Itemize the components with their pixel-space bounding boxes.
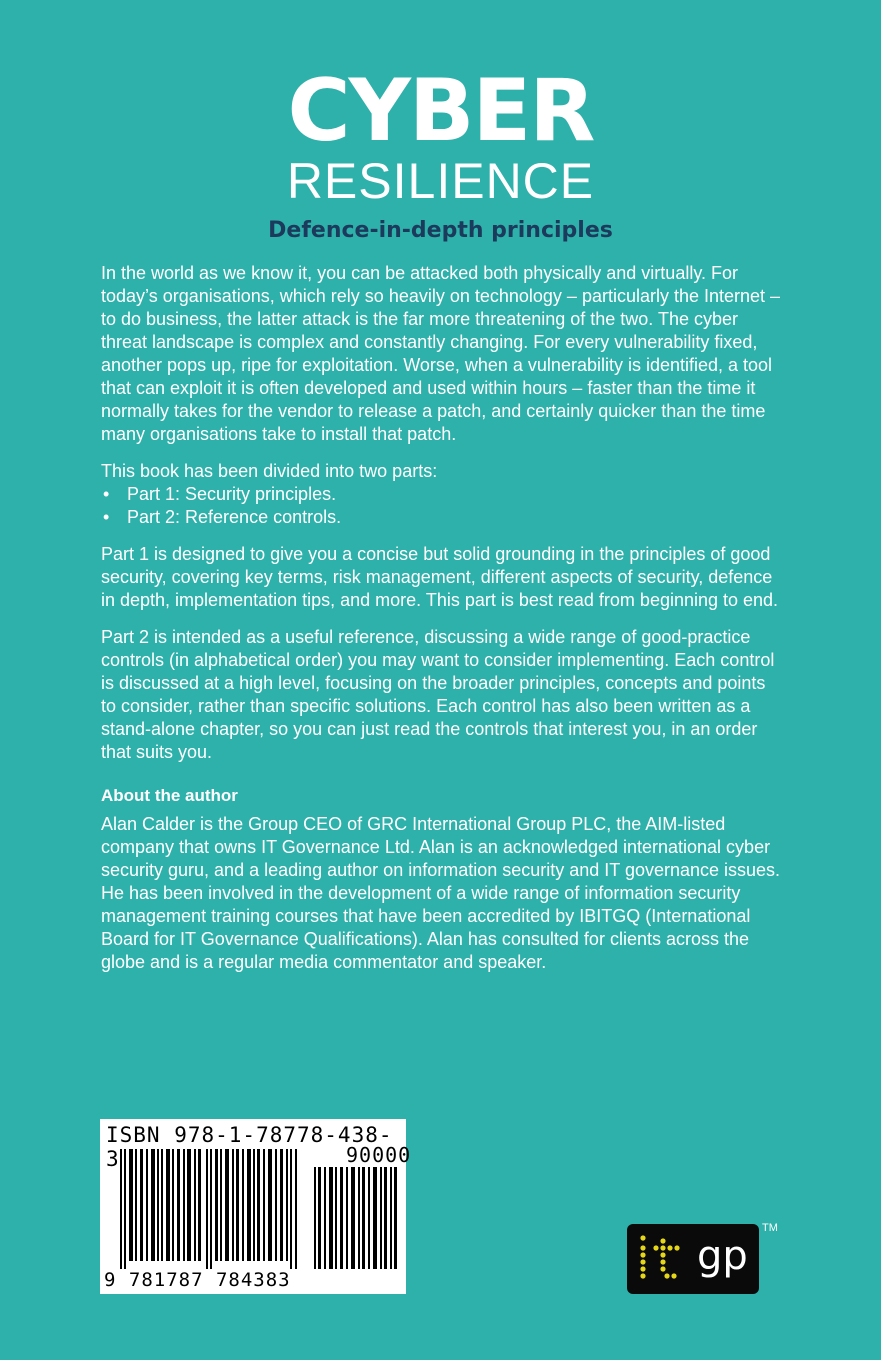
cover-title-block <box>0 61 881 243</box>
title-cyber: CYBER <box>287 61 594 161</box>
subtitle: Defence-in-depth principles <box>268 218 613 243</box>
itgp-logo <box>627 1224 759 1294</box>
it-dotmatrix-icon <box>637 1234 695 1284</box>
isbn-barcode <box>100 1119 412 1294</box>
blurb-part2-paragraph: Part 2 is intended as a useful reference, discussing a wide range of good-practice controls (in alphabetical order) you may want to consider implementing. Each control is discussed at a high level, focusing on the broader principles, concepts and points to consider, rather than specific solutions. Each control has also been written as a stand-alone chapter, so you can just read the controls that interest you, in an order that suits you. <box>101 627 775 762</box>
isbn-text: ISBN 978-1-78778-438-3 <box>106 1123 393 1171</box>
parts-intro: This book has been divided into two parts: <box>101 461 438 481</box>
trademark-symbol: TM <box>762 1222 778 1234</box>
author-bio: Alan Calder is the Group CEO of GRC International Group PLC, the AIM-listed company that owns IT Governance Ltd. Alan is an acknowledged international cyber security guru, and a leading author on information security and IT governance issues. He has been involved in the development of a wide range of information security management training courses that have been accredited by IBITGQ (International Board for IT Governance Qualifications). Alan has consulted for clients across the globe and is a regular media commentator and speaker. <box>101 814 781 972</box>
about-author-heading: About the author <box>101 786 238 805</box>
title-resilience: RESILIENCE <box>286 153 595 209</box>
blurb <box>101 262 781 988</box>
blurb-part1-paragraph: Part 1 is designed to give you a concise but solid grounding in the principles of good security, covering key terms, risk management, different aspects of security, defence in depth, implementation tips, and more. This part is best read from beginning to end. <box>101 544 779 610</box>
barcode-bars-icon <box>120 1149 308 1269</box>
ean-number: 9 781787 784383 <box>104 1269 291 1291</box>
price-code: 90000 <box>346 1143 412 1167</box>
addon-barcode-bars-icon <box>314 1167 398 1269</box>
logo-gp-text: gp <box>697 1233 748 1279</box>
list-item: • Part 2: Reference controls. <box>101 506 781 529</box>
list-item: • Part 1: Security principles. <box>101 483 781 506</box>
parts-list <box>101 483 781 529</box>
blurb-paragraph-1: In the world as we know it, you can be attacked both physically and virtually. For today’s organisations, which rely so heavily on technology – particularly the Internet – to do business, the latter attack is the far more threatening of the two. The cyber threat landscape is complex and constantly changing. For every vulnerability fixed, another pops up, ripe for exploitation. Worse, when a vulnerability is identified, a tool that can exploit it is often developed and used within hours – faster than the time it normally takes for the vendor to release a patch, and certainly quicker than the time many organisations take to install that patch. <box>101 263 781 444</box>
